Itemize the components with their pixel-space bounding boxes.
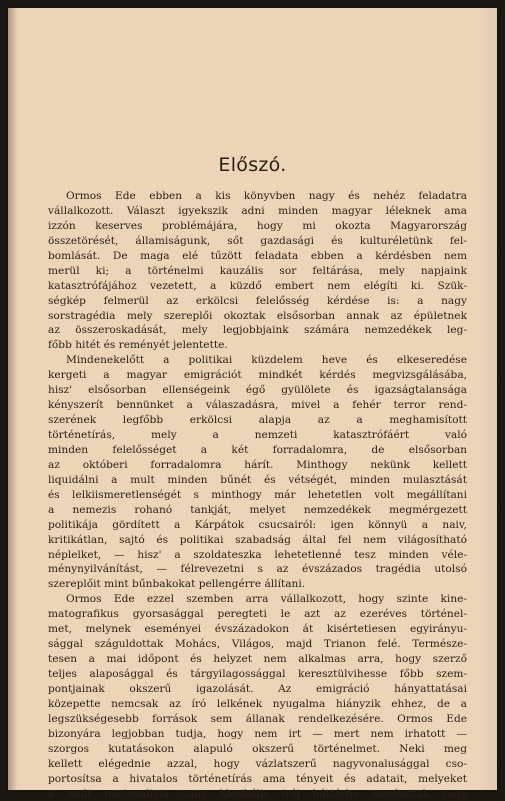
text-line: liquidálni a mult minden bűnét és vétségét, minden mulasztását (48, 473, 467, 488)
text-line: összetörését, államiságunk, sőt gazdasági és kulturéletünk fel- (48, 234, 467, 249)
text-line: sorstragédia mely szereplői okoztak elsősorban annak az épületnek (48, 309, 467, 324)
text-line: minden felelősséget a két forradalomra, de elsősorban (48, 443, 467, 458)
body-text (48, 189, 467, 801)
text-line: néplelket, — hisz' a szoldateszka lehetetlenné tesz minden véle- (48, 548, 467, 563)
text-line: legszükségesebb források sem állanak rendelkezésére. Ormos Ede (48, 712, 467, 727)
paragraph (48, 189, 467, 353)
text-line: szereplőit mint bűnbakokat pellengérre állítani. (48, 577, 467, 592)
text-line: szerének legfőbb erkölcsi alapja az a meghamisított (48, 413, 467, 428)
text-line: a mult nacionalista vagy klerikális irói háttérbe szorítottak vagy (48, 787, 467, 801)
text-line: sággal száguldottak Mohács, Világos, majd Trianon felé. Természe- (48, 637, 467, 652)
text-line: történetírás, mely a nemzeti katasztrófáért való (48, 428, 467, 443)
text-line: és lelkiismeretlenségét s minthogy már lehetetlen volt megállítani (48, 488, 467, 503)
text-line: Ormos Ede ebben a kis könyvben nagy és nehéz feladatra (48, 189, 467, 204)
text-line: portosítsa a hivatalos történetírás ama tényeit és adatait, melyeket (48, 772, 467, 787)
text-line: ménynyilvánítást, — félrevezetni s az évszázados tragédia utolsó (48, 562, 467, 577)
text-line: a nemezis rohanó tankját, melyet nemzedékek megmérgezett (48, 503, 467, 518)
paragraph (48, 353, 467, 592)
text-line: az októberi forradalomra hárít. Minthogy nekünk kellett (48, 458, 467, 473)
page-heading: Előszó. (8, 154, 497, 176)
text-line: bomlását. De maga elé tűzött feladata ebben a kérdésben nem (48, 249, 467, 264)
text-line: matografikus gyorsasággal peregteti le azt az ezeréves történel- (48, 607, 467, 622)
text-line: az összeroskadását, mely legjobbjaink számára nemzedékek leg- (48, 323, 467, 338)
book-page (8, 8, 497, 790)
text-line: Ormos Ede ezzel szemben arra vállalkozott, hogy szinte kine- (48, 592, 467, 607)
text-line: kergeti a magyar emigrációt mindkét kérdés megvizsgálásába, (48, 368, 467, 383)
text-line: teljes alaposággal és tárgyilagossággal keresztülvihesse főbb szem- (48, 667, 467, 682)
text-line: izzón keserves problémájára, hogy mi okozta Magyarország (48, 219, 467, 234)
text-line: kellett elégednie azzal, hogy vázlatszerű nagyvonalusággal cso- (48, 757, 467, 772)
text-line: ségkép felmerül az erkölcsi felelősség kérdése is: a nagy (48, 294, 467, 309)
text-line: vállalkozott. Választ igyekszik adni minden magyar léleknek ama (48, 204, 467, 219)
text-line: főbb hitét és reményét jelentette. (48, 338, 467, 353)
text-line: katasztrófájához vezetett, a küzdő embert nem elégíti ki. Szük- (48, 279, 467, 294)
paragraph (48, 592, 467, 801)
text-line: met, melynek eseményei évszázadokon át kisértetiesen egyirányu- (48, 622, 467, 637)
text-line: hisz' elsősorban ellenségeink égő gyülölete és igazságtalansága (48, 383, 467, 398)
text-line: pontjainak okszerű igazolását. Az emigráció hányattatásai (48, 682, 467, 697)
text-line: szorgos kutatásokon alapuló okszerű történelmet. Neki meg (48, 742, 467, 757)
text-line: politikája gördített a Kárpátok csucsairól: igen könnyü a naiv, (48, 518, 467, 533)
text-line: Mindenekelőtt a politikai küzdelem heve és elkeseredése (48, 353, 467, 368)
text-line: közepette nemcsak az író lelkének nyugalma hiányzik ehhez, de a (48, 697, 467, 712)
text-line: tesen a mai időpont és helyzet nem alkalmas arra, hogy szerző (48, 652, 467, 667)
text-line: bizonyára legjobban tudja, hogy nem irt — mert nem irhatott — (48, 727, 467, 742)
text-line: kényszerít bennünket a válaszadásra, mivel a fehér terror rend- (48, 398, 467, 413)
binding-gutter (8, 8, 17, 790)
text-line: kritikátlan, sajtó és politikai szabadság által fel nem világosítható (48, 533, 467, 548)
text-line: merül ki; a történelmi kauzális sor feltárása, mely napjaink (48, 264, 467, 279)
